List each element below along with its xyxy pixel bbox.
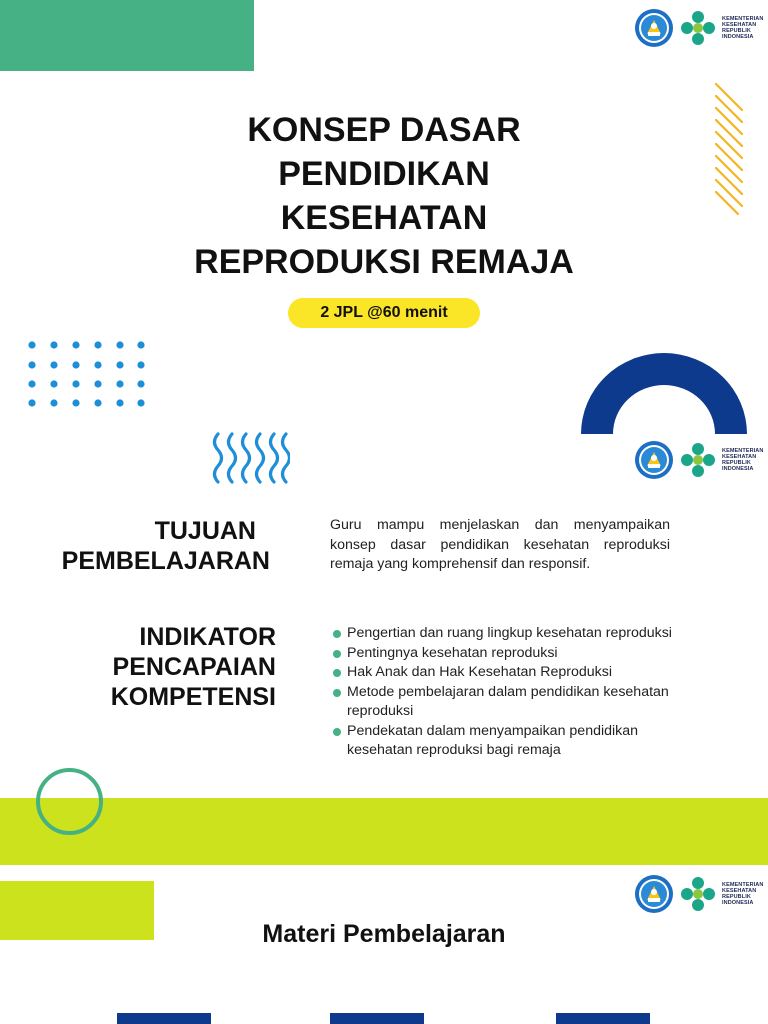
decor-navy-bar — [330, 1013, 424, 1024]
list-item: Hak Anak dan Hak Kesehatan Reproduksi — [330, 663, 690, 683]
ministry-logos — [634, 874, 768, 914]
tujuan-heading: TUJUAN PEMBELAJARAN — [61, 517, 270, 575]
tut-wuri-handayani-logo-icon — [634, 874, 674, 914]
slide-title-line: PENDIDIKAN — [278, 155, 490, 193]
list-item: Metode pembelajaran dalam pendidikan kesehatan reproduksi — [330, 683, 690, 722]
list-item: Pendekatan dalam menyampaikan pendidikan kesehatan reproduksi bagi remaja — [330, 722, 690, 761]
decor-orange-stripes — [712, 80, 746, 216]
list-item: Pengertian dan ruang lingkup kesehatan reproduksi — [330, 624, 690, 644]
decor-green-bar — [0, 0, 254, 71]
kemenkes-wordmark: KEMENTERIAN KESEHATAN REPUBLIK INDONESIA — [722, 881, 764, 907]
decor-navy-arch — [580, 352, 748, 434]
slide-title-line: REPRODUKSI REMAJA — [194, 243, 574, 281]
kemenkes-wordmark: KEMENTERIAN KESEHATAN REPUBLIK INDONESIA — [722, 15, 764, 41]
tut-wuri-handayani-logo-icon — [634, 440, 674, 480]
decor-green-ring — [36, 768, 103, 835]
decor-navy-bar — [117, 1013, 211, 1024]
kemenkes-wordmark: KEMENTERIAN KESEHATAN REPUBLIK INDONESIA — [722, 447, 764, 473]
tut-wuri-handayani-logo-icon — [634, 8, 674, 48]
kemenkes-logo-icon — [680, 442, 716, 478]
ministry-logos — [634, 8, 768, 48]
kemenkes-logo-icon — [680, 10, 716, 46]
decor-lime-band — [0, 798, 768, 865]
decor-navy-bar — [556, 1013, 650, 1024]
decor-lime-bar — [0, 881, 154, 940]
slide-title-line: KESEHATAN — [280, 199, 488, 237]
kemenkes-logo-icon — [680, 876, 716, 912]
ministry-logos — [634, 440, 768, 480]
decor-blue-waves — [210, 430, 290, 488]
slide-title — [130, 108, 638, 284]
decor-dot-grid — [26, 339, 150, 411]
indikator-heading: INDIKATOR PENCAPAIAN KOMPETENSI — [110, 623, 276, 711]
tujuan-description: Guru mampu menjelaskan dan menyampaikan konsep dasar pendidikan kesehatan reproduksi remaja yang komprehensif dan responsif. — [330, 517, 670, 572]
duration-badge: 2 JPL @60 menit — [288, 298, 480, 328]
materi-title: Materi Pembelajaran — [262, 920, 506, 948]
slide-title-line: KONSEP DASAR — [247, 111, 521, 149]
indikator-list — [330, 624, 690, 761]
list-item: Pentingnya kesehatan reproduksi — [330, 644, 690, 664]
